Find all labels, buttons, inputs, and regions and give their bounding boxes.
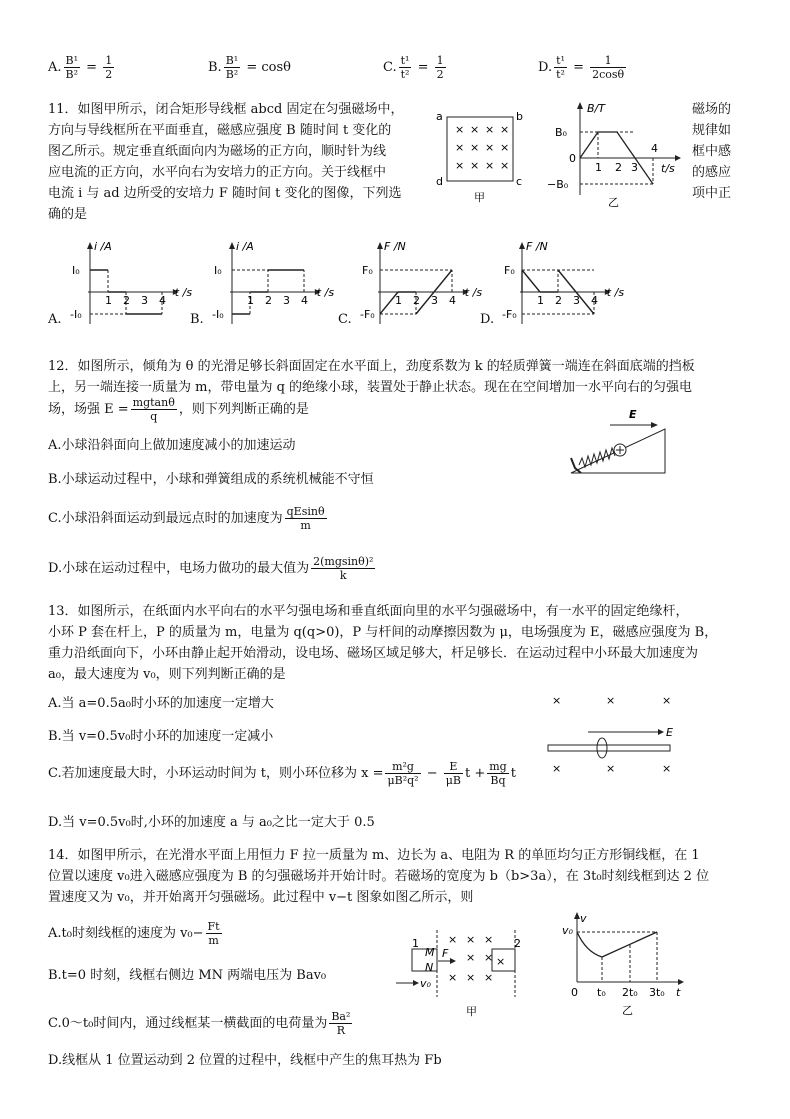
option-letter: C.	[338, 312, 352, 327]
q12-option-c: C.小球沿斜面运动到最远点时的加速度为 $\frac{qEsin\theta}{m}$	[48, 505, 325, 532]
option-graph	[338, 240, 483, 332]
pos-label: F₀	[362, 264, 373, 277]
field-e-label: E	[629, 408, 637, 421]
pos-label: I₀	[72, 264, 80, 277]
tick-label: 1	[537, 294, 544, 307]
field-x-icon: ×	[448, 933, 458, 946]
arrow-head-icon	[413, 980, 419, 986]
y-label: F /N	[526, 240, 548, 253]
3t0-label: 3t₀	[649, 986, 665, 999]
field-x-icon: ×	[455, 123, 465, 136]
q12-line-1: 12．如图所示，倾角为 θ 的光滑足够长斜面固定在水平面上，劲度系数为 k 的轻质弹簧一端连在斜面底端的挡板	[48, 359, 695, 374]
q11-line-4: 应电流的正方向，水平向右为安培力的正方向。关于线框中	[48, 165, 387, 180]
field-x-icon: ×	[455, 141, 465, 154]
option-graph	[480, 240, 625, 332]
tick-label: 3	[141, 294, 148, 307]
b0-label: B₀	[555, 126, 567, 139]
option-letter: D.	[480, 312, 495, 327]
x-label: t/s	[661, 162, 675, 175]
v0-label: v₀	[420, 977, 431, 990]
field-x-icon: ×	[662, 694, 672, 707]
neg-label: -F₀	[502, 308, 517, 321]
n-label: N	[425, 961, 434, 974]
tick-label: 4	[449, 294, 456, 307]
y-label: i /A	[236, 240, 254, 253]
x-arrow-icon	[675, 155, 681, 161]
tick-label: 2	[265, 294, 272, 307]
option-graph	[190, 240, 335, 332]
q11-option-d	[480, 240, 625, 336]
f-label: F	[442, 947, 449, 960]
q11-option-c	[338, 240, 483, 336]
q13-line-3: 重力沿纸面向下，小环由静止起开始滑动，设电场、磁场区域足够大，杆足够长．在运动过程中小环最大加速度为	[48, 646, 699, 661]
pos-1-label: 1	[412, 937, 419, 950]
field-x-icon: ×	[606, 762, 616, 775]
field-x-icon: ×	[552, 762, 562, 775]
tick-label: 4	[301, 294, 308, 307]
tick-label: 3	[573, 294, 580, 307]
y-arrow-icon	[229, 242, 235, 249]
tick-label: 1	[247, 294, 254, 307]
field-x-icon: ×	[500, 141, 510, 154]
spring	[579, 448, 615, 467]
tick-3: 3	[631, 161, 638, 174]
q11-right-2: 规律如	[692, 123, 732, 138]
field-x-icon: ×	[500, 159, 510, 172]
corner-b: b	[516, 110, 523, 123]
graph-segment	[522, 270, 540, 292]
tick-label: 1	[105, 294, 112, 307]
tick-label: 4	[159, 294, 166, 307]
q14-option-a: A.t₀时刻线框的速度为 v₀− $\frac{Ft}{m}$	[48, 920, 220, 947]
neg-label: -I₀	[212, 308, 224, 321]
q13-line-2: 小环 P 套在杆上，P 的质量为 m，电量为 q(q>0)，P 与杆间的动摩擦因数为 μ，电场强度为 E，磁感应强度为 B，	[48, 625, 718, 640]
q11-right-3: 框中感	[692, 144, 732, 159]
q12-figure	[565, 405, 675, 480]
arrow-head-icon	[450, 958, 456, 964]
q12-line-2: 上，另一端连接一质量为 m，带电量为 q 的绝缘小球，装置处于静止状态。现在在空间增加一水平向右的匀强电	[48, 380, 693, 395]
y-label: B/T	[587, 102, 605, 115]
q11-line-6: 确的是	[48, 207, 88, 222]
tick-label: 4	[591, 294, 598, 307]
t0-label: t₀	[597, 986, 606, 999]
q13-option-a: A.当 a=0.5a₀时小环的加速度一定增大	[48, 696, 274, 711]
field-x-icon: ×	[496, 955, 506, 968]
pos-label: I₀	[214, 264, 222, 277]
arrow-head-icon	[651, 422, 658, 428]
neg-b0-label: −B₀	[547, 178, 569, 191]
field-x-icon: ×	[466, 933, 476, 946]
y-label: F /N	[384, 240, 406, 253]
corner-d: d	[436, 175, 443, 188]
q11-right-5: 项中正	[692, 186, 732, 201]
tick-2: 2	[615, 161, 622, 174]
q14-figure-jia	[390, 925, 530, 1020]
field-x-icon: ×	[466, 971, 476, 984]
field-x-icon: ×	[455, 159, 465, 172]
tick-1: 1	[595, 161, 602, 174]
field-marks	[455, 123, 509, 172]
field-marks	[448, 933, 505, 984]
option-letter: A.	[48, 312, 62, 327]
tick-label: 2	[555, 294, 562, 307]
q14-line-2: 位置以速度 v₀进入磁感应强度为 B 的匀强磁场并开始计时。若磁场的宽度为 b（b>3a），在 3t₀时刻线框到达 2 位	[48, 869, 710, 884]
field-x-icon: ×	[470, 159, 480, 172]
v-axis-label: v	[580, 912, 587, 925]
arrow-head-icon	[658, 729, 664, 735]
caption-yi: 乙	[608, 196, 619, 209]
q11-line-5: 电流 i 与 ad 边所受的安培力 F 随时间 t 变化的图像，下列选	[48, 186, 402, 201]
q13-option-d: D.当 v=0.5v₀时,小环的加速度 a 与 a₀之比一定大于 0.5	[48, 815, 375, 830]
tick-label: 2	[123, 294, 130, 307]
field-x-icon: ×	[466, 951, 476, 964]
q14-option-c: C.0～t₀时间内，通过线框某一横截面的电荷量为 $\frac{\text{Ba²}}{R}$	[48, 1010, 351, 1037]
y-arrow-icon	[577, 102, 583, 109]
q11-figure-yi	[545, 100, 690, 210]
q14-option-d: D.线框从 1 位置运动到 2 位置的过程中，线框中产生的焦耳热为 Fb	[48, 1053, 442, 1068]
q14-option-b: B.t=0 时刻，线框右侧边 MN 两端电压为 Bav₀	[48, 968, 327, 983]
q12-line-3: 场，场强 E = $\frac{mgtan\theta}{q}$ ，则下列判断正确的是	[48, 396, 309, 423]
q14-line-3: 置速度又为 v₀，并开始离开匀强磁场。此过程中 v−t 图象如图乙所示，则	[48, 890, 474, 905]
q11-line-3: 图乙所示。规定垂直纸面向内为磁场的正方向，顺时针为线	[48, 144, 387, 159]
tick-4: 4	[651, 142, 658, 155]
caption-jia: 甲	[466, 1005, 477, 1018]
q11-figure-jia	[430, 105, 530, 205]
q11-right-1: 磁场的	[692, 102, 732, 117]
insulated-rod	[548, 745, 670, 751]
x-label: t /s	[174, 286, 193, 299]
q10-option-a: A. $\frac{\text{B¹}}{\text{B²}}$ = $\frac{1}{2}$	[48, 54, 113, 81]
field-x-icon: ×	[485, 159, 495, 172]
field-x-icon: ×	[500, 123, 510, 136]
field-x-icon: ×	[484, 971, 494, 984]
tick-label: 3	[283, 294, 290, 307]
field-x-icon: ×	[484, 933, 494, 946]
q12-option-a: A.小球沿斜面向上做加速度减小的加速运动	[48, 438, 296, 453]
x-arrow-icon	[678, 979, 684, 985]
x-label: t /s	[316, 286, 335, 299]
y-arrow-icon	[87, 242, 93, 249]
field-x-icon: ×	[552, 694, 562, 707]
field-x-icon: ×	[606, 694, 616, 707]
y-arrow-icon	[519, 242, 525, 249]
v-t-curve	[577, 932, 657, 957]
q14-line-1: 14．如图甲所示，在光滑水平面上用恒力 F 拉一质量为 m、边长为 a、电阻为 R 的单匝均匀正方形铜线框，在 1	[48, 848, 700, 863]
field-x-icon: ×	[485, 141, 495, 154]
field-marks	[552, 694, 671, 775]
field-x-icon: ×	[662, 762, 672, 775]
q11-option-a	[48, 240, 193, 336]
v0-label: v₀	[562, 924, 573, 937]
field-x-icon: ×	[484, 951, 494, 964]
field-x-icon: ×	[470, 141, 480, 154]
field-e-label: E	[666, 726, 673, 739]
field-x-icon: ×	[485, 123, 495, 136]
y-label: i /A	[94, 240, 112, 253]
q10-option-c: C. $\frac{\text{t¹}}{\text{t²}}$ = $\frac{1}{2}$	[383, 54, 444, 81]
q13-figure	[540, 692, 675, 777]
q13-line-4: a₀，最大速度为 v₀，则下列判断正确的是	[48, 667, 286, 682]
tick-label: 2	[413, 294, 420, 307]
x-label: t /s	[464, 286, 483, 299]
caption-yi: 乙	[622, 1004, 633, 1017]
zero-label: 0	[571, 986, 578, 999]
pos-2-label: 2	[514, 937, 521, 950]
q13-option-b: B.当 v=0.5v₀时小环的加速度一定减小	[48, 729, 274, 744]
tick-label: 1	[395, 294, 402, 307]
neg-label: -I₀	[70, 308, 82, 321]
pos-label: F₀	[504, 264, 515, 277]
x-label: t /s	[606, 286, 625, 299]
q11-line-1: 11．如图甲所示，闭合矩形导线框 abcd 固定在匀强磁场中，	[48, 102, 404, 117]
q14-figure-yi	[560, 910, 690, 1020]
corner-a: a	[436, 110, 443, 123]
q13-line-1: 13．如图所示，在纸面内水平向右的水平匀强电场和垂直纸面向里的水平匀强磁场中，有一水平的固定绝缘杆，	[48, 604, 689, 619]
q13-option-c: C.若加速度最大时，小环运动时间为 t，则小环位移为 x = $\frac{\text{m²g}}{\text{μB²q²}}$ − $\frac{E}{\mu B}$ t + $\frac{mg}{Bq}$ t	[48, 760, 516, 787]
q11-option-b	[190, 240, 335, 336]
field-x-icon: ×	[470, 123, 480, 136]
zero-label: 0	[569, 152, 576, 165]
q12-option-b: B.小球运动过程中，小球和弹簧组成的系统机械能不守恒	[48, 472, 374, 487]
q10-option-d: D. $\frac{\text{t¹}}{\text{t²}}$ = $\frac{1}{2\cos\theta}$	[538, 54, 625, 81]
2t0-label: 2t₀	[622, 986, 638, 999]
neg-label: -F₀	[360, 308, 375, 321]
tick-label: 3	[431, 294, 438, 307]
field-x-icon: ×	[448, 971, 458, 984]
q11-right-4: 的感应	[692, 165, 732, 180]
q11-line-2: 方向与导线框所在平面垂直，磁感应强度 B 随时间 t 变化的	[48, 123, 392, 138]
q10-option-b: B. $\frac{\text{B¹}}{\text{B²}}$ = cosθ	[208, 54, 291, 81]
caption-jia: 甲	[474, 191, 485, 204]
option-letter: B.	[190, 312, 204, 327]
option-graph	[48, 240, 193, 332]
y-arrow-icon	[377, 242, 383, 249]
corner-c: c	[516, 175, 523, 188]
t-label: t	[676, 986, 681, 999]
q12-option-d: D.小球在运动过程中，电场力做功的最大值为 $\frac{\text{2(mgsinθ)²}}{k}$	[48, 555, 374, 582]
m-label: M	[425, 946, 435, 959]
